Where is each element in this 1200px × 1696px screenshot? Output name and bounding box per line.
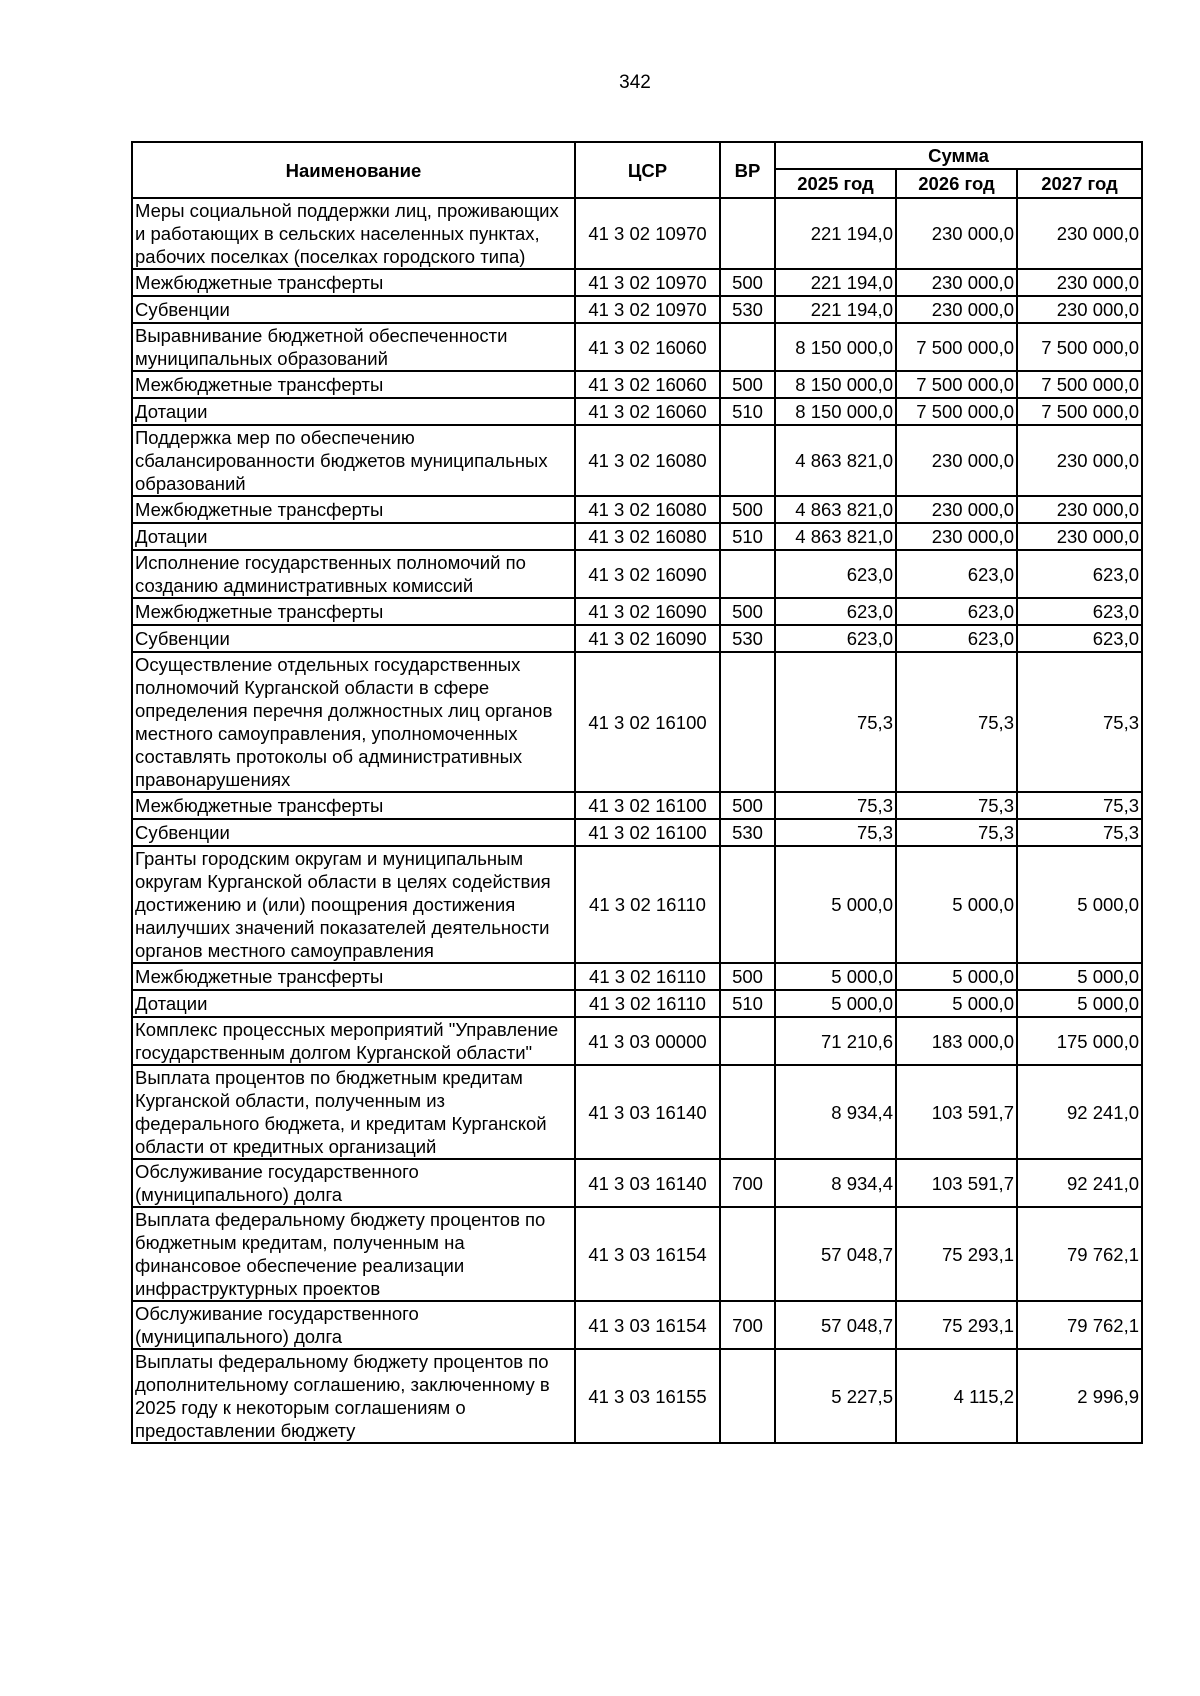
row-sum-2025: 4 863 821,0: [775, 425, 896, 496]
row-sum-2027: 92 241,0: [1017, 1065, 1142, 1159]
row-csr: 41 3 02 10970: [575, 198, 720, 269]
row-sum-2027: 230 000,0: [1017, 425, 1142, 496]
row-sum-2027: 5 000,0: [1017, 963, 1142, 990]
row-name: Выплаты федеральному бюджету процентов по дополнительному соглашению, заключенному в 2025 году к некоторым соглашениям о предоставлении бюджету: [132, 1349, 575, 1443]
table-header: [132, 142, 1142, 198]
row-sum-2027: 230 000,0: [1017, 269, 1142, 296]
table-row: [132, 269, 1142, 296]
row-vr: [720, 323, 775, 371]
row-sum-2025: 623,0: [775, 598, 896, 625]
table-row: [132, 550, 1142, 598]
row-sum-2027: 5 000,0: [1017, 846, 1142, 963]
row-name: Межбюджетные трансферты: [132, 371, 575, 398]
row-csr: 41 3 02 16110: [575, 963, 720, 990]
row-vr: [720, 425, 775, 496]
row-name: Межбюджетные трансферты: [132, 269, 575, 296]
row-name: Осуществление отдельных государственных полномочий Курганской области в сфере определения перечня должностных лиц органов местного самоуправления, уполномоченных составлять протоколы об административных правонарушениях: [132, 652, 575, 792]
row-sum-2026: 230 000,0: [896, 523, 1017, 550]
table-row: [132, 1301, 1142, 1349]
row-name: Субвенции: [132, 819, 575, 846]
row-sum-2025: 8 934,4: [775, 1159, 896, 1207]
row-sum-2026: 7 500 000,0: [896, 371, 1017, 398]
header-year-2026: 2026 год: [896, 169, 1017, 198]
table-row: [132, 398, 1142, 425]
row-csr: 41 3 02 16060: [575, 323, 720, 371]
row-name: Обслуживание государственного (муниципального) долга: [132, 1301, 575, 1349]
table-body: [132, 198, 1142, 1443]
row-sum-2027: 623,0: [1017, 598, 1142, 625]
row-sum-2027: 230 000,0: [1017, 296, 1142, 323]
row-sum-2026: 623,0: [896, 550, 1017, 598]
row-vr: 530: [720, 625, 775, 652]
row-csr: 41 3 02 16080: [575, 496, 720, 523]
row-csr: 41 3 02 16100: [575, 819, 720, 846]
row-sum-2026: 103 591,7: [896, 1065, 1017, 1159]
header-vr: ВР: [720, 142, 775, 198]
table-row: [132, 296, 1142, 323]
row-sum-2026: 7 500 000,0: [896, 323, 1017, 371]
row-name: Субвенции: [132, 296, 575, 323]
row-sum-2026: 183 000,0: [896, 1017, 1017, 1065]
row-sum-2025: 221 194,0: [775, 269, 896, 296]
row-sum-2027: 230 000,0: [1017, 496, 1142, 523]
header-sum: Сумма: [775, 142, 1142, 169]
table-row: [132, 1207, 1142, 1301]
row-sum-2026: 5 000,0: [896, 963, 1017, 990]
table-row: [132, 652, 1142, 792]
row-csr: 41 3 02 16100: [575, 652, 720, 792]
table-row: [132, 425, 1142, 496]
row-vr: 530: [720, 819, 775, 846]
row-csr: 41 3 02 10970: [575, 269, 720, 296]
row-sum-2026: 623,0: [896, 625, 1017, 652]
row-vr: [720, 1207, 775, 1301]
row-name: Межбюджетные трансферты: [132, 496, 575, 523]
row-csr: 41 3 02 16060: [575, 398, 720, 425]
row-sum-2027: 7 500 000,0: [1017, 398, 1142, 425]
row-sum-2025: 71 210,6: [775, 1017, 896, 1065]
row-name: Межбюджетные трансферты: [132, 963, 575, 990]
row-sum-2027: 2 996,9: [1017, 1349, 1142, 1443]
row-name: Исполнение государственных полномочий по созданию административных комиссий: [132, 550, 575, 598]
budget-table: [131, 141, 1143, 1444]
row-sum-2026: 623,0: [896, 598, 1017, 625]
row-sum-2026: 230 000,0: [896, 198, 1017, 269]
row-vr: [720, 1065, 775, 1159]
row-csr: 41 3 02 16080: [575, 523, 720, 550]
row-sum-2027: 7 500 000,0: [1017, 323, 1142, 371]
row-sum-2026: 75 293,1: [896, 1301, 1017, 1349]
row-sum-2026: 230 000,0: [896, 296, 1017, 323]
row-name: Дотации: [132, 398, 575, 425]
row-sum-2027: 79 762,1: [1017, 1207, 1142, 1301]
row-sum-2026: 75,3: [896, 792, 1017, 819]
row-name: Межбюджетные трансферты: [132, 792, 575, 819]
row-vr: 500: [720, 792, 775, 819]
row-csr: 41 3 02 10970: [575, 296, 720, 323]
row-sum-2026: 5 000,0: [896, 846, 1017, 963]
row-name: Меры социальной поддержки лиц, проживающих и работающих в сельских населенных пунктах, рабочих поселках (поселках городского типа): [132, 198, 575, 269]
row-vr: 500: [720, 598, 775, 625]
row-sum-2025: 4 863 821,0: [775, 496, 896, 523]
table-row: [132, 1349, 1142, 1443]
row-sum-2025: 75,3: [775, 819, 896, 846]
row-csr: 41 3 02 16080: [575, 425, 720, 496]
row-vr: 530: [720, 296, 775, 323]
row-sum-2027: 92 241,0: [1017, 1159, 1142, 1207]
row-sum-2027: 175 000,0: [1017, 1017, 1142, 1065]
page-number: 342: [619, 72, 651, 93]
table-row: [132, 598, 1142, 625]
row-name: Дотации: [132, 523, 575, 550]
row-sum-2025: 57 048,7: [775, 1207, 896, 1301]
row-name: Гранты городским округам и муниципальным округам Курганской области в целях содействия достижению и (или) поощрения достижения наилучших значений показателей деятельности органов местного самоуправления: [132, 846, 575, 963]
table-row: [132, 625, 1142, 652]
row-sum-2027: 623,0: [1017, 625, 1142, 652]
row-vr: [720, 652, 775, 792]
row-csr: 41 3 03 16140: [575, 1159, 720, 1207]
row-sum-2026: 230 000,0: [896, 496, 1017, 523]
row-name: Дотации: [132, 990, 575, 1017]
table-row: [132, 990, 1142, 1017]
row-name: Выравнивание бюджетной обеспеченности муниципальных образований: [132, 323, 575, 371]
row-sum-2025: 8 150 000,0: [775, 398, 896, 425]
row-sum-2025: 5 000,0: [775, 846, 896, 963]
row-sum-2027: 75,3: [1017, 819, 1142, 846]
row-sum-2026: 7 500 000,0: [896, 398, 1017, 425]
row-vr: [720, 198, 775, 269]
row-sum-2025: 5 000,0: [775, 990, 896, 1017]
header-year-2025: 2025 год: [775, 169, 896, 198]
row-csr: 41 3 03 16140: [575, 1065, 720, 1159]
row-vr: 700: [720, 1301, 775, 1349]
row-sum-2025: 221 194,0: [775, 296, 896, 323]
row-vr: 510: [720, 990, 775, 1017]
table-row: [132, 1159, 1142, 1207]
row-vr: 510: [720, 398, 775, 425]
table-row: [132, 323, 1142, 371]
table-row: [132, 371, 1142, 398]
row-name: Выплата процентов по бюджетным кредитам Курганской области, полученным из федерального бюджета, и кредитам Курганской области от кредитных организаций: [132, 1065, 575, 1159]
row-sum-2026: 75 293,1: [896, 1207, 1017, 1301]
table-row: [132, 496, 1142, 523]
row-sum-2025: 57 048,7: [775, 1301, 896, 1349]
row-sum-2027: 5 000,0: [1017, 990, 1142, 1017]
row-csr: 41 3 02 16090: [575, 598, 720, 625]
row-sum-2025: 8 150 000,0: [775, 323, 896, 371]
row-sum-2027: 75,3: [1017, 792, 1142, 819]
row-vr: [720, 550, 775, 598]
row-sum-2027: 75,3: [1017, 652, 1142, 792]
row-sum-2025: 75,3: [775, 792, 896, 819]
row-sum-2025: 221 194,0: [775, 198, 896, 269]
row-name: Субвенции: [132, 625, 575, 652]
table-row: [132, 963, 1142, 990]
row-sum-2025: 4 863 821,0: [775, 523, 896, 550]
header-name: Наименование: [132, 142, 575, 198]
table-row: [132, 819, 1142, 846]
row-sum-2027: 230 000,0: [1017, 523, 1142, 550]
row-sum-2026: 5 000,0: [896, 990, 1017, 1017]
row-name: Выплата федеральному бюджету процентов по бюджетным кредитам, полученным на финансовое обеспечение реализации инфраструктурных проектов: [132, 1207, 575, 1301]
row-sum-2025: 5 000,0: [775, 963, 896, 990]
row-name: Обслуживание государственного (муниципального) долга: [132, 1159, 575, 1207]
table-row: [132, 1065, 1142, 1159]
row-sum-2026: 75,3: [896, 652, 1017, 792]
row-sum-2027: 7 500 000,0: [1017, 371, 1142, 398]
row-sum-2027: 230 000,0: [1017, 198, 1142, 269]
row-csr: 41 3 03 16155: [575, 1349, 720, 1443]
row-sum-2026: 75,3: [896, 819, 1017, 846]
row-sum-2025: 75,3: [775, 652, 896, 792]
table-row: [132, 846, 1142, 963]
row-sum-2026: 230 000,0: [896, 269, 1017, 296]
row-csr: 41 3 02 16060: [575, 371, 720, 398]
row-csr: 41 3 02 16090: [575, 550, 720, 598]
row-vr: [720, 846, 775, 963]
row-sum-2026: 103 591,7: [896, 1159, 1017, 1207]
table-row: [132, 792, 1142, 819]
row-vr: 500: [720, 371, 775, 398]
row-name: Комплекс процессных мероприятий "Управление государственным долгом Курганской области": [132, 1017, 575, 1065]
row-csr: 41 3 02 16110: [575, 846, 720, 963]
row-vr: 500: [720, 269, 775, 296]
row-name: Поддержка мер по обеспечению сбалансированности бюджетов муниципальных образований: [132, 425, 575, 496]
row-sum-2027: 623,0: [1017, 550, 1142, 598]
header-year-2027: 2027 год: [1017, 169, 1142, 198]
table-row: [132, 1017, 1142, 1065]
row-sum-2025: 5 227,5: [775, 1349, 896, 1443]
row-vr: 500: [720, 496, 775, 523]
row-sum-2026: 4 115,2: [896, 1349, 1017, 1443]
row-csr: 41 3 03 16154: [575, 1207, 720, 1301]
table-row: [132, 523, 1142, 550]
row-vr: [720, 1349, 775, 1443]
header-csr: ЦСР: [575, 142, 720, 198]
row-csr: 41 3 02 16090: [575, 625, 720, 652]
row-vr: [720, 1017, 775, 1065]
row-csr: 41 3 02 16110: [575, 990, 720, 1017]
row-vr: 500: [720, 963, 775, 990]
row-csr: 41 3 02 16100: [575, 792, 720, 819]
row-sum-2027: 79 762,1: [1017, 1301, 1142, 1349]
row-sum-2025: 623,0: [775, 550, 896, 598]
row-vr: 510: [720, 523, 775, 550]
row-vr: 700: [720, 1159, 775, 1207]
row-csr: 41 3 03 00000: [575, 1017, 720, 1065]
row-sum-2025: 8 934,4: [775, 1065, 896, 1159]
row-sum-2025: 623,0: [775, 625, 896, 652]
row-csr: 41 3 03 16154: [575, 1301, 720, 1349]
row-sum-2025: 8 150 000,0: [775, 371, 896, 398]
row-name: Межбюджетные трансферты: [132, 598, 575, 625]
table-row: [132, 198, 1142, 269]
row-sum-2026: 230 000,0: [896, 425, 1017, 496]
